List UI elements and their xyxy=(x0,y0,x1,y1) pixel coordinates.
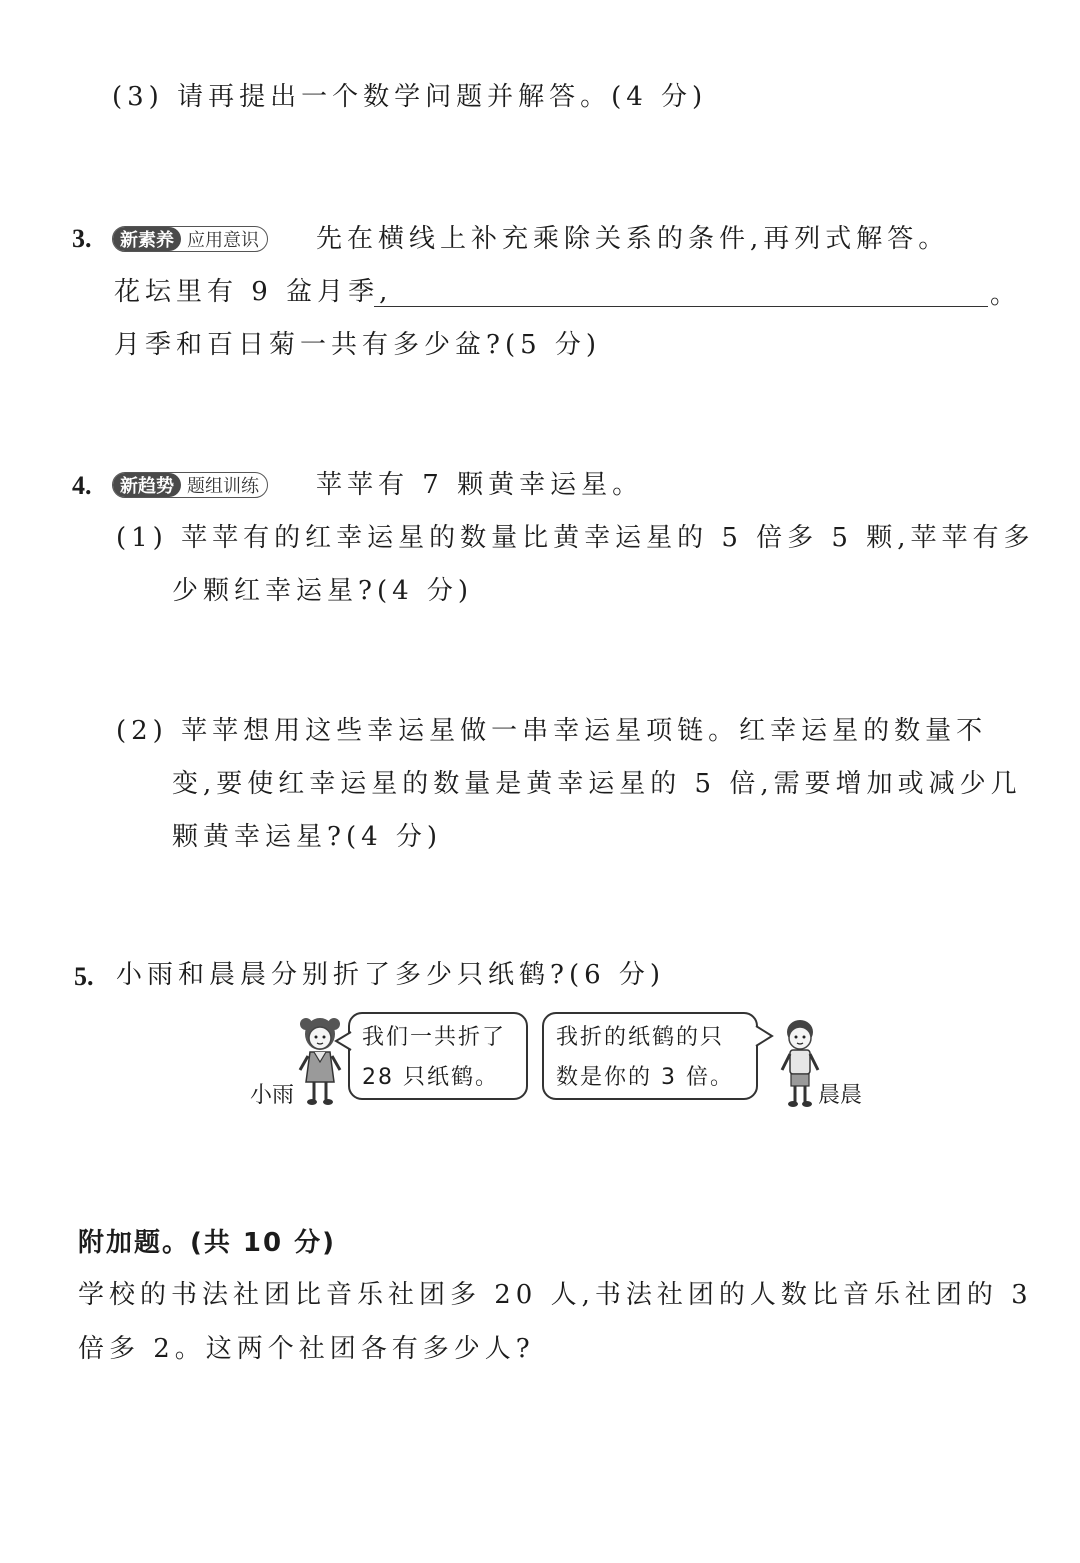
speech-bubble-left xyxy=(348,1012,528,1100)
q4-sub2-line2: 变,要使红幸运星的数量是黄幸运星的 5 倍,需要增加或减少几 xyxy=(172,769,1022,799)
bubble-left-line1: 我们一共折了 xyxy=(362,1025,507,1050)
q4-sub1-line2: 少颗红幸运星?(4 分) xyxy=(172,576,474,606)
q4-tag xyxy=(112,472,268,498)
q5-question: 小雨和晨晨分别折了多少只纸鹤?(6 分) xyxy=(116,960,666,990)
q5-number: 5. xyxy=(74,962,94,991)
q3-answer-blank[interactable] xyxy=(374,306,988,307)
bonus-line2: 倍多 2。这两个社团各有多少人? xyxy=(78,1334,535,1364)
q3-tag xyxy=(112,226,268,252)
bonus-line1: 学校的书法社团比音乐社团多 20 人,书法社团的人数比音乐社团的 3 xyxy=(78,1280,1033,1310)
q4-sub1-line1: (1) 苹苹有的红幸运星的数量比黄幸运星的 5 倍多 5 颗,苹苹有多 xyxy=(116,523,1035,553)
bubble-left-line2: 28 只纸鹤。 xyxy=(362,1065,499,1090)
q3-tag-dark: 新素养 xyxy=(113,227,181,251)
q4-number: 4. xyxy=(72,471,92,500)
q4-sub2-line3: 颗黄幸运星?(4 分) xyxy=(172,822,443,852)
q3-line1-end: 。 xyxy=(990,280,1022,310)
bubble-right-line2: 数是你的 3 倍。 xyxy=(556,1065,734,1090)
bubble-right-tail-icon xyxy=(754,1024,774,1048)
bonus-title: 附加题。(共 10 分) xyxy=(78,1228,337,1258)
q3-line2: 月季和百日菊一共有多少盆?(5 分) xyxy=(114,330,602,360)
q4-tag-light: 题组训练 xyxy=(187,476,259,497)
q4-tag-dark: 新趋势 xyxy=(113,473,181,497)
q3-number: 3. xyxy=(72,224,92,253)
q4-sub2-line1: (2) 苹苹想用这些幸运星做一串幸运星项链。红幸运星的数量不 xyxy=(116,716,988,746)
bubble-left-tail-icon xyxy=(334,1030,352,1052)
q3-line1: 花坛里有 9 盆月季, xyxy=(114,277,393,307)
q3-instruction: 先在横线上补充乘除关系的条件,再列式解答。 xyxy=(316,224,950,254)
girl-name: 小雨 xyxy=(250,1083,295,1108)
q3-tag-light: 应用意识 xyxy=(187,230,259,251)
q2-sub3-text: (3) 请再提出一个数学问题并解答。(4 分) xyxy=(112,82,708,112)
boy-illustration xyxy=(778,1018,822,1110)
boy-name: 晨晨 xyxy=(818,1083,863,1108)
speech-bubble-right xyxy=(542,1012,758,1100)
bubble-right-line1: 我折的纸鹤的只 xyxy=(556,1025,725,1050)
q4-intro: 苹苹有 7 颗黄幸运星。 xyxy=(316,470,644,500)
